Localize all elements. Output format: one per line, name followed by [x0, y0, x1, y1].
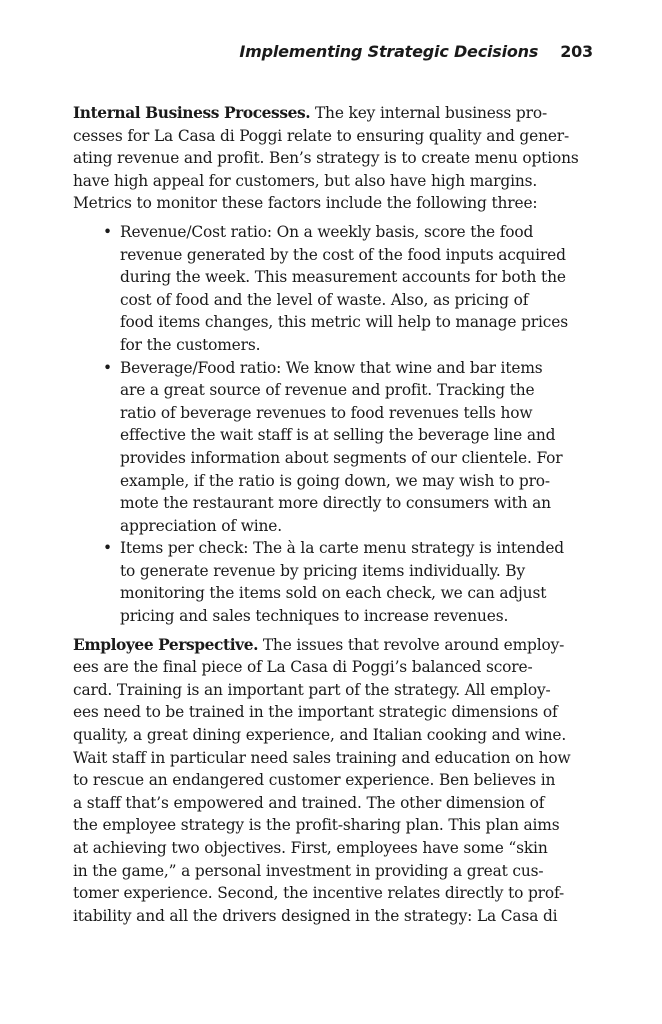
bullet-item-revenue-cost: [73, 221, 593, 357]
bullet-line: Items per check: The à la carte menu strategy is intended: [120, 539, 564, 558]
paragraph-line: Metrics to monitor these factors include the following three:: [73, 194, 538, 213]
paragraph-line: cesses for La Casa di Poggi relate to ensuring quality and gener-: [73, 126, 570, 145]
paragraph-line: Employee Perspective. The issues that revolve around employ-: [73, 635, 565, 654]
bullet-item-items-per-check: [73, 537, 593, 627]
bullet-line: for the customers.: [120, 335, 261, 354]
section-heading: Internal Business Processes.: [73, 104, 311, 122]
bullet-line: food items changes, this metric will help to manage prices: [120, 313, 568, 332]
running-header: [239, 42, 593, 61]
paragraph-line: the employee strategy is the profit-sharing plan. This plan aims: [73, 816, 560, 835]
bullet-line: Revenue/Cost ratio: On a weekly basis, score the food: [120, 222, 534, 241]
paragraph-line: quality, a great dining experience, and Italian cooking and wine.: [73, 726, 567, 745]
paragraph-line: ating revenue and profit. Ben’s strategy is to create menu options: [73, 149, 579, 168]
paragraph-line: card. Training is an important part of the strategy. All employ-: [73, 680, 551, 699]
bullet-line: pricing and sales techniques to increase revenues.: [120, 607, 509, 626]
paragraph-line: a staff that’s empowered and trained. The other dimension of: [73, 793, 545, 812]
bullet-line: to generate revenue by pricing items individually. By: [120, 561, 526, 580]
bullet-line: revenue generated by the cost of the food inputs acquired: [120, 245, 566, 264]
bullet-line: effective the wait staff is at selling the beverage line and: [120, 426, 556, 445]
bullet-icon: •: [103, 358, 112, 377]
paragraph-line: ees need to be trained in the important strategic dimensions of: [73, 703, 558, 722]
bullet-line: during the week. This measurement accounts for both the: [120, 268, 566, 287]
bullet-line: ratio of beverage revenues to food revenues tells how: [120, 403, 533, 422]
paragraph-line: in the game,” a personal investment in providing a great cus-: [73, 861, 544, 880]
bullet-icon: •: [103, 539, 112, 558]
paragraph-line: have high appeal for customers, but also have high margins.: [73, 171, 538, 190]
bullet-line: mote the restaurant more directly to consumers with an: [120, 494, 551, 513]
bullet-line: cost of food and the level of waste. Also, as pricing of: [120, 290, 529, 309]
bullet-line: appreciation of wine.: [120, 516, 282, 535]
bullet-icon: •: [103, 222, 112, 241]
paragraph-line: ees are the final piece of La Casa di Poggi’s balanced score-: [73, 658, 533, 677]
paragraph-line: at achieving two objectives. First, employees have some “skin: [73, 839, 548, 857]
bullet-line: are a great source of revenue and profit. Tracking the: [120, 381, 535, 400]
paragraph-internal-business-processes: [73, 102, 593, 215]
section-heading: Employee Perspective.: [73, 635, 259, 654]
bullet-line: monitoring the items sold on each check, we can adjust: [120, 584, 547, 603]
paragraph-line: to rescue an endangered customer experience. Ben believes in: [73, 771, 556, 790]
paragraph-line: Internal Business Processes. The key internal business pro-: [73, 104, 548, 122]
paragraph-line: Wait staff in particular need sales training and education on how: [73, 748, 571, 767]
body-text: [73, 102, 593, 927]
bullet-line: example, if the ratio is going down, we may wish to pro-: [120, 471, 550, 490]
paragraph-line: tomer experience. Second, the incentive relates directly to prof-: [73, 884, 565, 903]
bullet-line: Beverage/Food ratio: We know that wine and bar items: [120, 358, 543, 377]
paragraph-employee-perspective: [73, 634, 593, 928]
paragraph-line: itability and all the drivers designed in the strategy: La Casa di: [73, 906, 558, 925]
metrics-bullet-list: [73, 221, 593, 628]
bullet-line: provides information about segments of our clientele. For: [120, 448, 563, 467]
page-number: 203: [560, 42, 593, 61]
running-title: Implementing Strategic Decisions: [239, 42, 539, 61]
bullet-item-beverage-food: [73, 357, 593, 538]
